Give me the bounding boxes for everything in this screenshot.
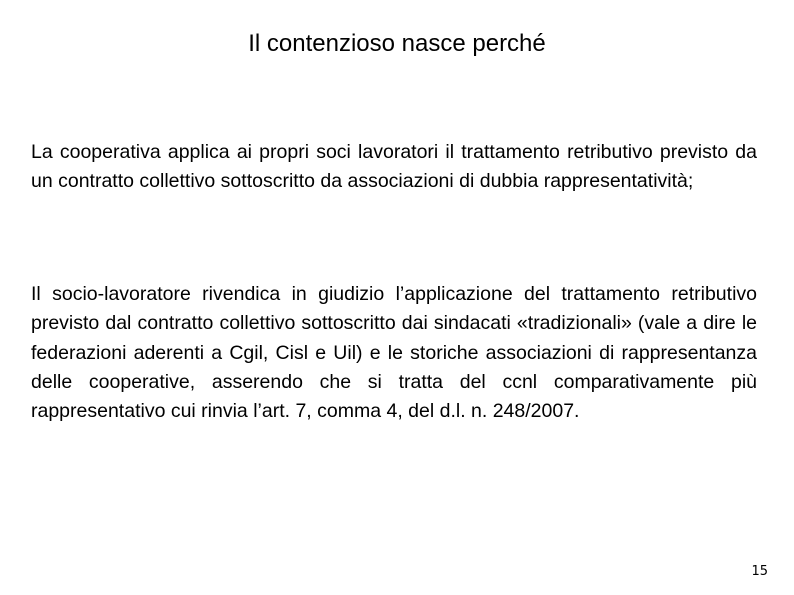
paragraph-1: La cooperativa applica ai propri soci lavoratori il trattamento retributivo previsto da un contratto collettivo sottoscritto da associazioni di dubbia rappresentatività; xyxy=(31,141,757,193)
paragraph-2: Il socio-lavoratore rivendica in giudizio l’applicazione del trattamento retributivo previsto dal contratto collettivo sottoscritto dai sindacati «tradizionali» (vale a dire le federazioni aderenti a Cgil, Cisl e Uil) e le storiche associazioni di rappresentanza delle cooperative, asserendo che si tratta del ccnl comparativamente più rappresentativo cui rinvia l’art. 7, comma 4, del d.l. n. 248/2007. xyxy=(31,283,757,423)
slide-title: Il contenzioso nasce perché xyxy=(248,30,546,57)
page-number: 15 xyxy=(751,564,768,579)
